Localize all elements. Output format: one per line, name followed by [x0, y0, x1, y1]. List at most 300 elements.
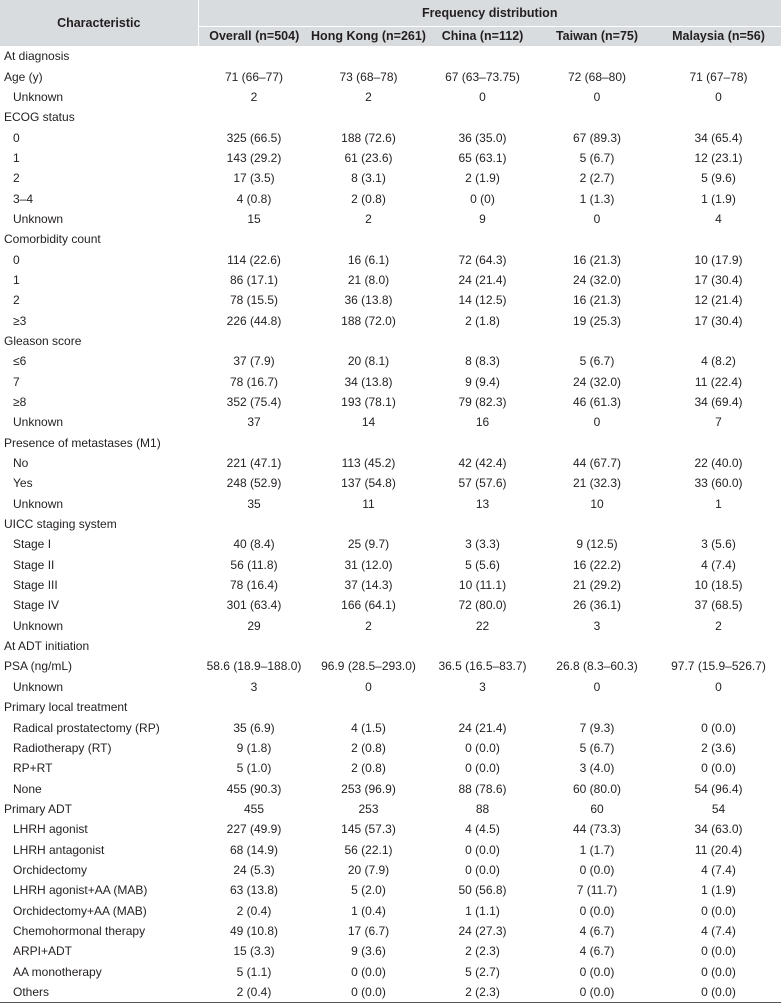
row-value: 34 (63.0): [694, 822, 743, 837]
row-value: 5 (2.7): [465, 964, 500, 979]
row-value: 61 (23.6): [344, 150, 393, 165]
row-value: 0 (0.0): [351, 964, 386, 979]
row-value: 36.5 (16.5–83.7): [438, 659, 527, 674]
row-label: LHRH agonist+AA (MAB): [13, 883, 148, 898]
table-row: [0, 595, 781, 615]
row-value: 22: [475, 618, 490, 633]
row-value: 253: [358, 801, 379, 816]
row-label: AA monotherapy: [13, 964, 102, 979]
row-value: 221 (47.1): [226, 456, 282, 471]
row-value: 2: [365, 89, 372, 104]
row-value: 227 (49.9): [226, 822, 282, 837]
row-value: 35 (6.9): [233, 720, 275, 735]
table-row: [0, 168, 781, 188]
row-value: 5 (1.1): [236, 964, 272, 979]
row-value: [198, 331, 310, 351]
row-value: 1 (1.9): [701, 883, 736, 898]
row-value: 0: [715, 89, 722, 104]
row-value: 0 (0.0): [579, 903, 615, 918]
row-value: 0 (0.0): [701, 761, 736, 776]
row-value: 2 (0.8): [351, 761, 386, 776]
row-value: [310, 514, 427, 534]
row-value: [656, 636, 781, 656]
table-row: [0, 880, 781, 900]
row-label: Radiotherapy (RT): [13, 740, 112, 755]
row-value: 34 (65.4): [694, 130, 743, 145]
row-value: 9: [479, 211, 486, 226]
row-label: ARPI+ADT: [13, 944, 73, 959]
row-value: 7: [715, 415, 722, 430]
row-value: 9 (9.4): [465, 374, 500, 389]
row-value: 21 (32.3): [572, 476, 622, 491]
row-value: 5 (2.0): [351, 883, 386, 898]
row-label: None: [13, 781, 42, 796]
table-row: [0, 473, 781, 493]
row-value: 58.6 (18.9–188.0): [206, 659, 302, 674]
row-value: 0 (0.0): [701, 720, 736, 735]
row-label: Unknown: [13, 618, 64, 633]
row-value: 4 (7.4): [701, 557, 736, 572]
row-value: 2 (0.8): [351, 740, 386, 755]
row-value: [427, 46, 538, 66]
table-row: [0, 46, 781, 66]
row-value: 46 (61.3): [572, 395, 622, 410]
row-value: 8 (3.1): [351, 171, 386, 186]
row-value: 188 (72.0): [341, 313, 396, 328]
row-value: 97.7 (15.9–526.7): [671, 659, 766, 674]
row-value: 0: [593, 211, 601, 226]
row-value: 37 (14.3): [344, 578, 393, 593]
row-value: 12 (23.1): [694, 150, 743, 165]
table-row: [0, 127, 781, 147]
row-value: 0 (0.0): [701, 964, 736, 979]
row-value: 3: [593, 618, 601, 633]
row-value: 12 (21.4): [694, 293, 743, 308]
row-value: 1 (1.1): [465, 903, 500, 918]
table-row: [0, 656, 781, 676]
row-value: [310, 636, 427, 656]
row-value: 60 (80.0): [572, 781, 622, 796]
row-value: 37: [247, 415, 261, 430]
row-value: 16: [475, 415, 490, 430]
row-value: [538, 433, 656, 453]
table-row: [0, 331, 781, 351]
row-value: 4 (7.4): [701, 923, 736, 938]
row-value: 67 (89.3): [572, 130, 622, 145]
row-value: [427, 331, 538, 351]
row-value: 88: [475, 801, 490, 816]
row-value: 16 (6.1): [347, 252, 390, 267]
row-value: 2 (2.7): [579, 171, 615, 186]
header-china: China (n=112): [427, 27, 538, 47]
row-value: [310, 229, 427, 249]
row-value: 17 (30.4): [694, 272, 743, 287]
row-value: 5 (6.7): [579, 150, 615, 165]
row-value: 0 (0): [470, 191, 495, 206]
row-value: 49 (10.8): [229, 923, 279, 938]
row-value: 67 (63–73.75): [445, 69, 520, 84]
row-value: 16 (21.3): [572, 252, 622, 267]
row-value: 63 (13.8): [229, 883, 279, 898]
row-value: [198, 433, 310, 453]
row-value: 11: [362, 496, 375, 511]
row-label: Primary local treatment: [4, 700, 128, 715]
table-body: [0, 46, 781, 1003]
row-value: [656, 46, 781, 66]
table-row: [0, 555, 781, 575]
row-value: 78 (16.4): [229, 578, 279, 593]
row-label: RP+RT: [13, 761, 53, 776]
table-row: [0, 290, 781, 310]
row-value: 14 (12.5): [458, 293, 507, 308]
row-value: 31 (12.0): [344, 557, 393, 572]
row-label: Orchidectomy: [13, 862, 88, 877]
row-value: 50 (56.8): [458, 883, 507, 898]
row-value: 71 (66–77): [224, 69, 284, 84]
row-value: 0 (0.0): [465, 842, 500, 857]
row-value: 24 (32.0): [572, 374, 622, 389]
row-value: 37 (68.5): [694, 598, 743, 613]
row-value: 0 (0.0): [465, 862, 500, 877]
row-value: 455: [243, 801, 265, 816]
row-value: 5 (9.6): [701, 171, 736, 186]
row-value: [427, 433, 538, 453]
table-row: [0, 819, 781, 839]
row-value: [198, 107, 310, 127]
row-value: 21 (8.0): [347, 272, 390, 287]
row-label: Yes: [13, 476, 33, 491]
row-value: 37 (7.9): [233, 354, 275, 369]
table-row: [0, 453, 781, 473]
row-label: 3–4: [13, 191, 34, 206]
row-value: 2: [715, 618, 722, 633]
row-value: 33 (60.0): [694, 476, 743, 491]
row-value: 10 (11.1): [458, 578, 507, 593]
row-value: 10 (17.9): [694, 252, 743, 267]
table-row: [0, 372, 781, 392]
row-value: 72 (68–80): [567, 69, 627, 84]
row-label: ECOG status: [4, 110, 75, 125]
table-row: [0, 148, 781, 168]
row-value: 0 (0.0): [465, 740, 500, 755]
row-label: Primary ADT: [4, 801, 73, 816]
row-label: At ADT initiation: [4, 639, 90, 654]
header-hong-kong: Hong Kong (n=261): [310, 27, 427, 47]
row-label: Stage IV: [13, 598, 60, 613]
row-label: Chemohormonal therapy: [13, 923, 146, 938]
row-value: 2 (3.6): [701, 740, 736, 755]
row-value: 24 (5.3): [233, 862, 275, 877]
row-value: 0 (0.0): [656, 982, 781, 1003]
row-value: 7 (9.3): [579, 720, 615, 735]
row-value: [656, 107, 781, 127]
row-value: 2: [365, 211, 372, 226]
row-value: 2 (0.8): [351, 191, 386, 206]
row-value: 0: [593, 89, 601, 104]
row-value: [656, 229, 781, 249]
row-value: 20 (8.1): [347, 354, 390, 369]
row-value: 56 (11.8): [230, 557, 278, 572]
row-label: 0: [13, 252, 20, 267]
row-value: 17 (30.4): [694, 313, 743, 328]
row-value: 72 (64.3): [458, 252, 507, 267]
row-label: UICC staging system: [4, 517, 117, 532]
row-value: 40 (8.4): [233, 537, 275, 552]
row-label: 2: [13, 293, 20, 308]
row-value: 29: [247, 618, 261, 633]
header-taiwan: Taiwan (n=75): [538, 27, 656, 47]
row-value: 54 (96.4): [694, 781, 743, 796]
row-value: 9 (3.6): [351, 944, 386, 959]
row-value: 15 (3.3): [233, 944, 275, 959]
table-row: [0, 209, 781, 229]
row-label: ≥3: [13, 313, 27, 328]
row-value: [310, 433, 427, 453]
row-value: 1: [715, 496, 722, 511]
row-value: 0 (0.0): [538, 982, 656, 1003]
row-value: 79 (82.3): [458, 395, 507, 410]
row-value: 248 (52.9): [226, 476, 282, 491]
row-label: ≤6: [13, 354, 27, 369]
row-value: 26.8 (8.3–60.3): [556, 659, 638, 674]
row-value: 2 (2.3): [427, 982, 538, 1003]
row-value: 188 (72.6): [341, 130, 396, 145]
row-value: 193 (78.1): [341, 395, 396, 410]
row-value: 166 (64.1): [341, 598, 396, 613]
table-row: [0, 229, 781, 249]
row-label: Unknown: [13, 679, 64, 694]
row-value: 25 (9.7): [347, 537, 390, 552]
row-value: 24 (21.4): [458, 272, 507, 287]
row-label: ≥8: [13, 395, 27, 410]
table-row: [0, 514, 781, 534]
row-label: 1: [13, 272, 20, 287]
table-row: [0, 677, 781, 697]
header-characteristic: Characteristic: [0, 0, 198, 46]
row-value: [538, 697, 656, 717]
table-row: [0, 412, 781, 432]
row-value: 325 (66.5): [226, 130, 282, 145]
row-label: Presence of metastases (M1): [4, 435, 161, 450]
table-header: [0, 0, 781, 46]
row-label: Orchidectomy+AA (MAB): [13, 903, 147, 918]
row-value: 4 (0.8): [236, 191, 272, 206]
row-value: 3 (4.0): [579, 761, 615, 776]
row-label: Stage I: [13, 537, 52, 552]
row-value: 14: [361, 415, 376, 430]
row-value: 0: [365, 679, 372, 694]
row-label: 7: [13, 374, 20, 389]
row-label: Stage II: [13, 557, 55, 572]
table-row: [0, 575, 781, 595]
row-value: [656, 331, 781, 351]
row-value: 19 (25.3): [572, 313, 622, 328]
row-label: 0: [13, 130, 20, 145]
table-row: [0, 249, 781, 269]
row-value: 2 (2.3): [465, 944, 500, 959]
row-value: 73 (68–78): [339, 69, 398, 84]
row-label: Gleason score: [4, 333, 82, 348]
row-value: 20 (7.9): [347, 862, 390, 877]
row-value: 352 (75.4): [226, 395, 282, 410]
row-value: 24 (21.4): [458, 720, 507, 735]
row-value: 226 (44.8): [226, 313, 282, 328]
row-value: 4 (1.5): [351, 720, 386, 735]
row-value: 13: [475, 496, 490, 511]
row-value: 2 (0.4): [236, 903, 272, 918]
row-value: 26 (36.1): [572, 598, 622, 613]
row-value: 96.9 (28.5–293.0): [321, 659, 416, 674]
row-value: 301 (63.4): [226, 598, 282, 613]
row-value: 2 (0.4): [198, 982, 310, 1003]
row-value: [310, 46, 427, 66]
row-value: 10 (18.5): [694, 578, 743, 593]
row-value: 54: [711, 801, 726, 816]
row-value: [310, 697, 427, 717]
row-label: Unknown: [13, 89, 64, 104]
table-row: [0, 860, 781, 880]
table-row: [0, 738, 781, 758]
row-value: 4: [715, 211, 722, 226]
table-row: [0, 310, 781, 330]
row-value: 253 (96.9): [341, 781, 396, 796]
row-label: Unknown: [13, 415, 64, 430]
row-value: [427, 514, 538, 534]
row-label: PSA (ng/mL): [4, 659, 73, 674]
table-row: [0, 534, 781, 554]
row-value: 60: [590, 801, 604, 816]
table-row: [0, 66, 781, 86]
row-value: 34 (69.4): [694, 395, 743, 410]
row-value: 24 (32.0): [572, 272, 622, 287]
row-label: At diagnosis: [4, 49, 70, 64]
row-value: [538, 229, 656, 249]
row-value: 11 (20.4): [694, 842, 743, 857]
row-value: 0 (0.0): [465, 761, 500, 776]
row-value: [538, 46, 656, 66]
row-value: 42 (42.4): [458, 456, 507, 471]
row-value: 114 (22.6): [227, 252, 281, 267]
row-value: [427, 636, 538, 656]
row-value: 2 (1.9): [465, 171, 500, 186]
row-value: 9 (1.8): [236, 740, 272, 755]
header-overall: Overall (n=504): [198, 27, 310, 47]
row-value: 1 (1.9): [701, 191, 736, 206]
row-value: 4 (7.4): [701, 862, 736, 877]
row-value: 3 (5.6): [701, 537, 736, 552]
row-value: 2: [365, 618, 372, 633]
table-row: [0, 941, 781, 961]
row-value: 22 (40.0): [694, 456, 743, 471]
row-value: [656, 433, 781, 453]
table-row: [0, 107, 781, 127]
row-value: 0: [593, 679, 601, 694]
row-value: 17 (3.5): [233, 171, 275, 186]
row-value: [538, 636, 656, 656]
row-label: Others: [0, 982, 198, 1003]
row-value: [538, 514, 656, 534]
table-row: [0, 188, 781, 208]
row-value: 10: [590, 496, 604, 511]
table-row: [0, 270, 781, 290]
row-label: Unknown: [13, 496, 64, 511]
row-value: 113 (45.2): [341, 456, 396, 471]
row-value: 3: [479, 679, 486, 694]
row-value: 44 (67.7): [572, 456, 622, 471]
row-value: [427, 229, 538, 249]
row-value: 1 (0.4): [351, 903, 386, 918]
row-value: [198, 697, 310, 717]
row-value: 71 (67–78): [689, 69, 748, 84]
row-label: Unknown: [13, 211, 64, 226]
row-value: 2: [250, 89, 258, 104]
table-row: [0, 778, 781, 798]
row-value: 455 (90.3): [226, 781, 282, 796]
row-value: 1 (1.3): [579, 191, 615, 206]
row-value: [656, 697, 781, 717]
row-value: 35: [247, 496, 261, 511]
row-value: 143 (29.2): [226, 150, 282, 165]
row-value: [198, 46, 310, 66]
row-label: 1: [13, 150, 20, 165]
row-value: [656, 514, 781, 534]
row-value: 68 (14.9): [229, 842, 279, 857]
table-row: [0, 839, 781, 859]
table-row: [0, 961, 781, 981]
row-value: 5 (1.0): [236, 761, 272, 776]
row-value: 36 (13.8): [344, 293, 393, 308]
table-row: [0, 636, 781, 656]
row-value: [538, 107, 656, 127]
row-value: [198, 514, 310, 534]
row-value: 0: [479, 89, 486, 104]
table-row: [0, 616, 781, 636]
row-label: Stage III: [13, 578, 58, 593]
row-value: 0 (0.0): [579, 862, 615, 877]
row-label: LHRH antagonist: [13, 842, 105, 857]
row-value: 3: [250, 679, 258, 694]
row-value: 11 (22.4): [694, 374, 743, 389]
row-value: 44 (73.3): [572, 822, 622, 837]
row-value: 0: [593, 415, 601, 430]
row-value: 9 (12.5): [576, 537, 618, 552]
row-label: Age (y): [4, 69, 43, 84]
row-value: 0 (0.0): [701, 903, 736, 918]
row-value: 86 (17.1): [229, 272, 279, 287]
row-value: 8 (8.3): [465, 354, 500, 369]
row-value: [198, 229, 310, 249]
row-value: 7 (11.7): [576, 883, 618, 898]
header-malaysia: Malaysia (n=56): [656, 27, 781, 47]
row-value: 16 (21.3): [572, 293, 622, 308]
table-row: [0, 697, 781, 717]
row-label: Radical prostatectomy (RP): [13, 720, 160, 735]
table-row: [0, 717, 781, 737]
row-value: 24 (27.3): [458, 923, 507, 938]
row-value: 137 (54.8): [341, 476, 396, 491]
row-value: 72 (80.0): [458, 598, 507, 613]
row-value: 1 (1.7): [579, 842, 615, 857]
row-value: 4 (4.5): [465, 822, 500, 837]
header-frequency-distribution: Frequency distribution: [198, 0, 781, 27]
row-value: 0 (0.0): [701, 944, 736, 959]
row-value: 0 (0.0): [579, 964, 615, 979]
row-label: No: [13, 456, 29, 471]
row-value: 17 (6.7): [347, 923, 390, 938]
table-row: [0, 758, 781, 778]
row-value: 3 (3.3): [465, 537, 500, 552]
row-value: [427, 697, 538, 717]
